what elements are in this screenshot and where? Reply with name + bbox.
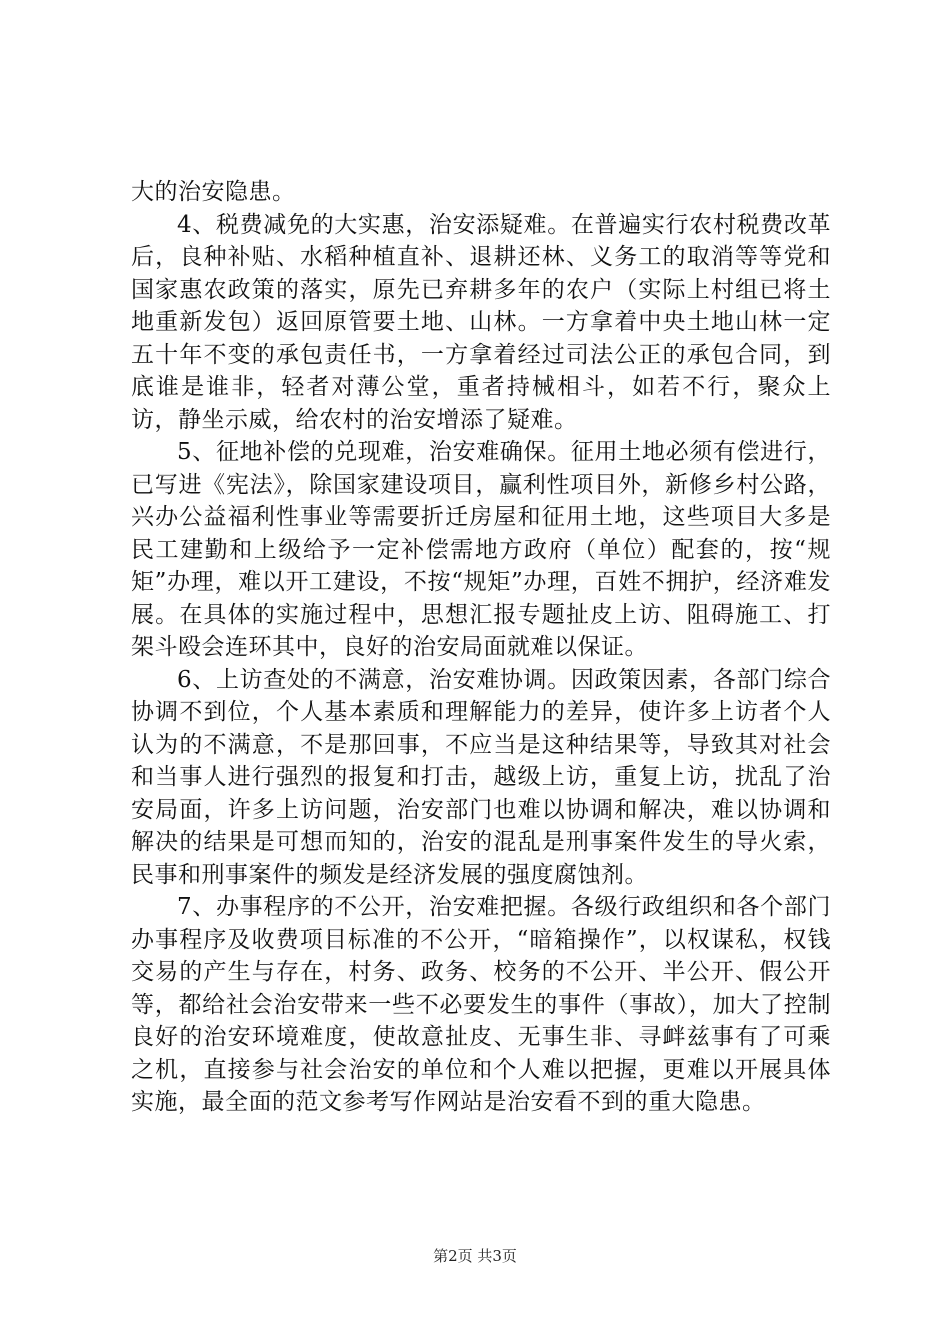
document-body <box>131 176 831 1119</box>
paragraph-item-4: 4、税费减免的大实惠，治安添疑难。在普遍实行农村税费改革后，良种补贴、水稻种植直补、退耕还林、义务工的取消等等党和国家惠农政策的落实，原先已弃耕多年的农户（实际上村组已将土地重新发包）返回原管要土地、山林。一方拿着中央土地山林一定五十年不变的承包责任书，一方拿着经过司法公正的承包合同，到底谁是谁非，轻者对薄公堂，重者持械相斗，如若不行，聚众上访，静坐示威，给农村的治安增添了疑难。 <box>131 211 831 433</box>
paragraph-item-7: 7、办事程序的不公开，治安难把握。各级行政组织和各个部门办事程序及收费项目标准的不公开，“暗箱操作”，以权谋私，权钱交易的产生与存在，村务、政务、校务的不公开、半公开、假公开等，都给社会治安带来一些不必要发生的事件（事故），加大了控制良好的治安环境难度，使故意扯皮、无事生非、寻衅兹事有了可乘之机，直接参与社会治安的单位和个人难以把握，更难以开展具体实施，最全面的范文参考写作网站是治安看不到的重大隐患。 <box>131 894 831 1115</box>
paragraph-item-5: 5、征地补偿的兑现难，治安难确保。征用土地必须有偿进行，已写进《宪法》，除国家建设项目，赢利性项目外，新修乡村公路，兴办公益福利性事业等需要折迁房屋和征用土地，这些项目大多是民工建勤和上级给予一定补偿需地方政府（单位）配套的，按“规矩”办理，难以开工建设，不按“规矩”办理，百姓不拥护，经济难发展。在具体的实施过程中，思想汇报专题扯皮上访、阻碍施工、打架斗殴会连环其中，良好的治安局面就难以保证。 <box>131 439 831 660</box>
paragraph-item-6: 6、上访查处的不满意，治安难协调。因政策因素，各部门综合协调不到位，个人基本素质和理解能力的差异，使许多上访者个人认为的不满意，不是那回事，不应当是这种结果等，导致其对社会和当事人进行强烈的报复和打击，越级上访，重复上访，扰乱了治安局面，许多上访问题，治安部门也难以协调和解决，难以协调和解决的结果是可想而知的，治安的混乱是刑事案件发生的导火索，民事和刑事案件的频发是经济发展的强度腐蚀剂。 <box>131 666 831 888</box>
page-footer <box>0 1245 950 1266</box>
paragraph-continuation: 大的治安隐患。 <box>131 179 296 205</box>
page-number-label: 第2页 共3页 <box>433 1247 517 1265</box>
